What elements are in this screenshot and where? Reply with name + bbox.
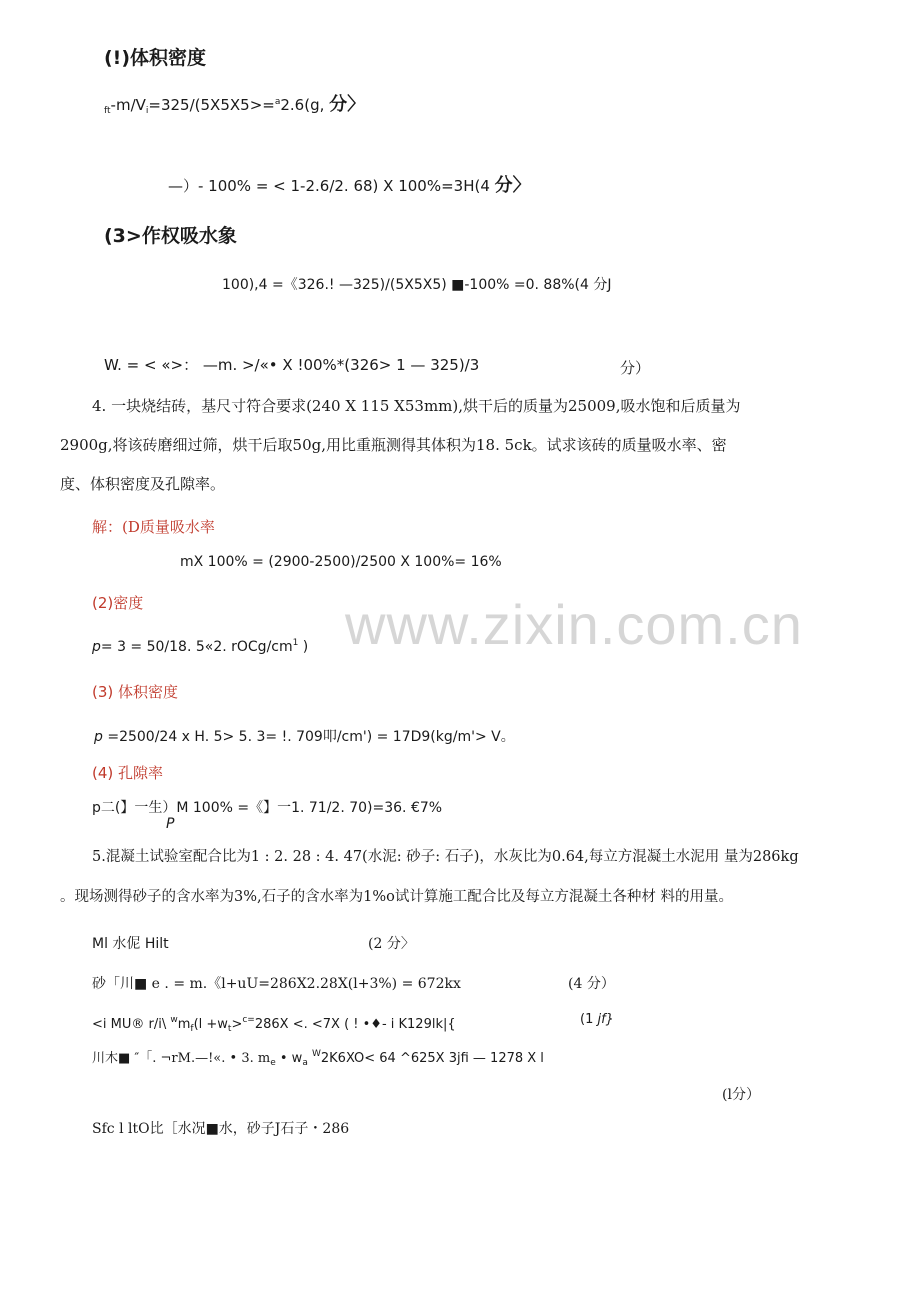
formula-text: = 3 = 50/18. 5«2. rOCg/cm: [100, 639, 293, 655]
problem-5-line-1: 5.混凝土试验室配合比为1 : 2. 28 : 4. 47(水泥: 砂子: 石子)，水灰比为0.64,每立方混凝土水泥用 量为286kg: [92, 849, 799, 865]
problem-5-line-2: 。现场测得砂子的含水率为3%,石子的含水率为1%o试计算施工配合比及每立方混凝土各种材 料的用量。: [60, 889, 733, 905]
formula-subscript: f: [190, 1024, 194, 1034]
formula-subscript: e: [270, 1058, 276, 1068]
formula-superscript: 1: [292, 638, 299, 648]
formula-text: • w: [275, 1051, 303, 1066]
formula-text: ): [298, 639, 309, 655]
formula-subscript: t: [227, 1024, 232, 1034]
formula-superscript: w: [170, 1015, 178, 1025]
formula-mass-absorption: mX 100% = (2900-2500)/2500 X 100%= 16%: [180, 554, 502, 570]
formula-text: 286X <. <7X ( ! •♦- i K129lk|{: [254, 1017, 456, 1032]
formula-water-absorption: 100),4 =《326.! —325)/(5X5X5) ■-100% =0. 88%(4 分J: [222, 277, 612, 293]
formula-text: =2500/24 x H. 5> 5. 3= !. 709叩/cm') = 17D9(kg/m'> V。: [102, 729, 515, 745]
formula-text: (1: [580, 1012, 598, 1027]
score-note: 分〉: [329, 94, 366, 115]
heading-bulk-density: (!)体积密度: [104, 47, 207, 69]
score-note: (2 分〉: [368, 936, 415, 952]
calc-gravel: [92, 1010, 456, 1039]
heading-water-absorption: (3>作权吸水象: [104, 225, 237, 247]
problem-4-line-3: 度、体积密度及孔隙率。: [60, 475, 226, 493]
formula-text: m: [177, 1017, 191, 1032]
calc-water: [92, 1044, 544, 1073]
calc-cement: Ml 水伲 Hilt: [92, 936, 169, 952]
score-note: 分〉: [494, 175, 531, 196]
formula-text: <i MU® r/i\: [92, 1017, 171, 1032]
solution-step-4: (4) 孔隙率: [92, 764, 164, 782]
formula-porosity: [168, 176, 531, 196]
formula-text: >: [231, 1017, 243, 1032]
score-note: 分）: [620, 359, 651, 377]
formula-text: (l +w: [193, 1017, 228, 1032]
formula-symbol: p: [92, 639, 101, 655]
formula-volume-absorption: W. = < «>： —m. >/«• X !00%*(326> 1 — 325)/3: [104, 356, 480, 374]
score-note: (l分）: [722, 1087, 760, 1103]
formula-superscript: W: [311, 1049, 321, 1059]
formula-subscript: i: [145, 106, 149, 116]
score-note: [580, 1010, 614, 1030]
solution-step-2: (2)密度: [92, 594, 144, 612]
formula-symbol: p: [94, 729, 103, 745]
problem-4-line-1: 4. 一块烧结砖，基尺寸符合要求(240 X 115 X53mm),烘干后的质量为25009,吸水饱和后质量为: [92, 397, 741, 415]
solution-step-1: 解：(D质量吸水率: [92, 518, 215, 536]
formula-text: 2.6(g,: [280, 96, 330, 114]
score-note: (4 分）: [568, 976, 615, 992]
formula-subscript: a: [302, 1058, 308, 1068]
formula-volume-density: [94, 727, 515, 747]
solution-step-3: (3) 体积密度: [92, 683, 179, 701]
formula-text: 川木■ ″「. ¬rM.—!«. • 3. m: [92, 1051, 271, 1066]
formula-superscript: a: [274, 97, 281, 107]
formula-subscript: ft: [104, 106, 111, 116]
formula-bulk-density: [104, 92, 365, 121]
formula-porosity-result: p二(】一生）M 100% =《】一1. 71/2. 70)=36. €7%: [92, 800, 443, 816]
formula-denominator: P: [166, 816, 175, 832]
formula-text: -m/V: [110, 96, 146, 114]
formula-text: —）- 100% = < 1-2.6/2. 68) X 100%=3H(4: [168, 177, 495, 195]
formula-density: [92, 633, 308, 657]
formula-superscript: c=: [242, 1015, 255, 1025]
formula-text: =325/(5X5X5>=: [148, 96, 275, 114]
watermark: www.zixin.com.cn: [345, 593, 803, 656]
construction-mix-ratio: Sfc l ltO比［水况■水，砂子J石子・286: [92, 1121, 350, 1137]
formula-text: 2K6XO< 64 ^625X 3jfi — 1278 X l: [320, 1051, 544, 1066]
formula-text: jf}: [597, 1012, 614, 1027]
calc-sand: 砂「川■ e . = m.《l+uU=286X2.28X(l+3%) = 672kx: [92, 976, 461, 992]
problem-4-line-2: 2900g,将该砖磨细过筛，烘干后取50g,用比重瓶测得其体积为18. 5ck。试求该砖的质量吸水率、密: [60, 436, 727, 454]
